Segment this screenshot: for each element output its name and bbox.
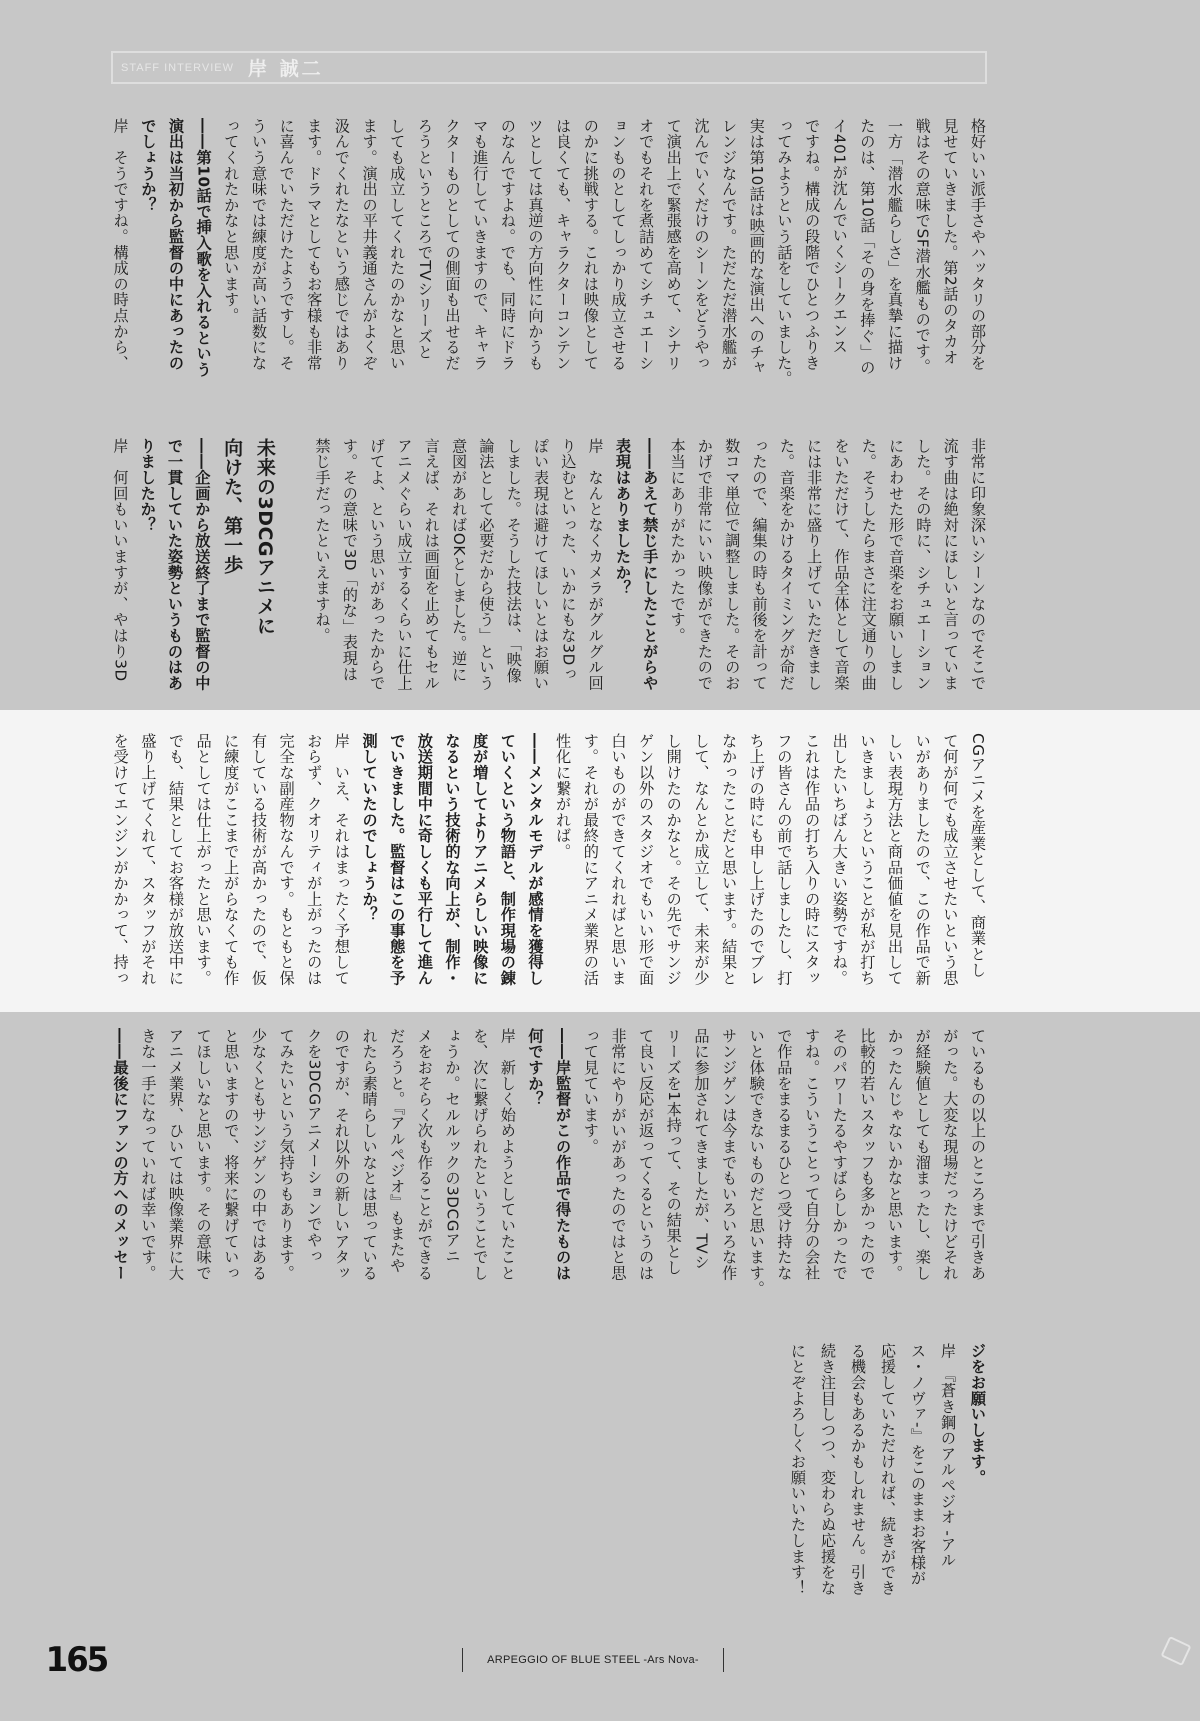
interviewer-question: ジをお願いします。 <box>969 1343 987 1486</box>
text-column: フの皆さんの前で話しましたし、打 <box>775 733 794 986</box>
answer-start: 岸 新しく始めようとしていたこと <box>498 1028 517 1281</box>
interviewer-question: 演出は当初から監督の中にあったの <box>166 118 185 371</box>
text-column: しい表現方法と商品価値を見出して <box>886 733 905 986</box>
text-column: 白いものができてくれればと思いま <box>609 733 628 986</box>
text-column: した。その時に、シチュエーション <box>914 438 933 691</box>
text-column: しました。そうした技法は、「映像 <box>504 438 523 684</box>
text-column: ち上げの時にも申し上げたのでブレ <box>747 733 766 986</box>
text-column: ってくれたかなと思います。 <box>222 118 241 324</box>
text-column: に喜んでいただけたようですし。そ <box>277 118 296 371</box>
text-column: がった。大変な現場だったけどそれ <box>941 1028 960 1281</box>
interview-header <box>111 51 987 84</box>
text-column: 品としては仕上がったと思います。 <box>194 733 213 986</box>
text-column: に練度がここまで上がらなくても作 <box>222 733 241 986</box>
text-column: 出したいちばん大きい姿勢ですね。 <box>830 733 849 986</box>
text-column: クターものとしての側面も出せるだ <box>443 118 462 371</box>
text-column: イ401が沈んでいくシークエンス <box>830 118 849 355</box>
text-column: すね。こういうことって自分の会社 <box>803 1028 822 1281</box>
text-column: 比較的若いスタッフも多かったので <box>858 1028 877 1281</box>
text-column: 言えば、それは画面を止めてもセル <box>422 438 441 691</box>
text-column: て良い反応が返ってくるというのは <box>637 1028 656 1281</box>
text-column: を、次に繋げられたということでし <box>471 1028 490 1281</box>
text-column: たのは、第10話「その身を捧ぐ」の <box>858 118 877 376</box>
text-row-4 <box>108 1028 993 1297</box>
interviewer-question: でいきました。監督はこの事態を予 <box>388 733 407 986</box>
text-column: なかったことだと思います。結果と <box>720 733 739 986</box>
text-row-1 <box>108 118 993 387</box>
text-column: 盛り上げてくれて、スタッフがそれ <box>139 733 158 986</box>
text-column: 禁じ手だったといえますね。 <box>313 438 332 644</box>
text-column: でも、結果としてお客様が放送中に <box>166 733 185 986</box>
text-column: そのパワーたるやすばらしかったで <box>830 1028 849 1281</box>
text-column: 数コマ単位で調整しました。そのお <box>723 438 742 691</box>
text-column: クを3DCGアニメーションでやっ <box>305 1028 324 1264</box>
section-heading: 向けた、第一歩 <box>221 438 244 575</box>
text-column: 品に参加されてきましたが、TVシ <box>692 1028 711 1271</box>
text-column: リーズを1本持って、その結果とし <box>664 1028 683 1276</box>
text-column: って見ています。 <box>581 1028 600 1155</box>
text-column: のですが、それ以外の新しいアタッ <box>332 1028 351 1281</box>
text-column: 戦はその意味でSF潜水艦ものです。 <box>913 118 932 375</box>
text-column: ういう意味では練度が高い話数にな <box>249 118 268 371</box>
text-column: 性化に繋がれば。 <box>554 733 573 860</box>
text-row-5 <box>108 1343 993 1596</box>
text-column: で作品をまるまるひとつ受け持たな <box>775 1028 794 1281</box>
text-column: アニメぐらい成立するくらいに仕上 <box>395 438 414 691</box>
text-column: ツとしては真逆の方向性に向かうも <box>526 118 545 371</box>
text-column: 汲んでくれたなという感じではあり <box>332 118 351 371</box>
interviewer-question: 何ですか？ <box>526 1028 545 1107</box>
interviewer-question: ――最後にファンの方へのメッセー <box>111 1028 130 1281</box>
text-column: を受けてエンジンがかかって、持っ <box>111 733 130 986</box>
publisher-logo-icon <box>1160 1636 1191 1666</box>
interviewer-question: 度が増してよりアニメらしい映像に <box>471 733 490 986</box>
interviewer-question: なるという技術的な向上が、制作・ <box>443 733 462 986</box>
publication-title: ARPEGGIO OF BLUE STEEL -Ars Nova- <box>487 1654 699 1666</box>
text-row-2 <box>108 438 993 691</box>
text-column: と思いますので、将来に繋げていっ <box>222 1028 241 1281</box>
text-column: 沈んでいくだけのシーンをどうやっ <box>692 118 711 371</box>
text-column: す。その意味で3D「的な」表現は <box>340 438 359 682</box>
interviewer-question: 測していたのでしょうか？ <box>360 733 379 923</box>
text-column: ろうというところでTVシリーズと <box>415 118 434 361</box>
text-column: CGアニメを産業として、商業とし <box>969 733 987 978</box>
text-column: 完全な副産物なんです。もともと保 <box>277 733 296 986</box>
text-column: 実は第10話は映画的な演出へのチャ <box>747 118 766 376</box>
text-column: これは作品の打ち入りの時にスタッ <box>803 733 822 986</box>
text-column: をいただけて、作品全体として音楽 <box>832 438 851 691</box>
text-column: ゲン以外のスタジオでもいい形で面 <box>637 733 656 986</box>
header-section-label: STAFF INTERVIEW <box>121 61 234 74</box>
text-column: 有している技術が高かったので、仮 <box>249 733 268 986</box>
running-footer <box>462 1648 724 1672</box>
text-column: ょうか。セルルックの3DCGアニ <box>443 1028 462 1264</box>
text-column: には非常に盛り上げていただきまし <box>805 438 824 691</box>
text-column: し開けたのかなと。その先でサンジ <box>664 733 683 986</box>
text-column: しても成立してくれたのかなと思い <box>388 118 407 371</box>
text-column: て演出上で緊張感を高めて、シナリ <box>664 118 683 371</box>
interviewee-name: 岸 誠二 <box>248 58 324 80</box>
text-column: のかに挑戦する。これは映像として <box>581 118 600 371</box>
text-column: ス・ノヴァ-』をこのままお客様が <box>909 1343 927 1587</box>
text-column: いがありましたので、この作品で新 <box>913 733 932 986</box>
text-column: のなんですよね。でも、同時にドラ <box>498 118 517 371</box>
text-column: り込むといった、いかにもな3Dっ <box>559 438 578 682</box>
text-column: ですね。構成の段階でひとつふりき <box>803 118 822 371</box>
text-row-3 <box>108 733 993 986</box>
interviewer-question: ――第10話で挿入歌を入れるという <box>194 118 213 378</box>
interviewer-question: で一貫していた姿勢というものはあ <box>166 438 184 691</box>
interviewer-question: でしょうか？ <box>139 118 158 213</box>
text-column: おらず、クオリティが上がったのは <box>305 733 324 986</box>
text-column: レンジなんです。ただただ潜水艦が <box>720 118 739 371</box>
interviewer-question: 表現はありましたか？ <box>613 438 632 596</box>
answer-start: 岸 そうですね。構成の時点から、 <box>111 118 130 371</box>
interviewer-question: ――あえて禁じ手にしたことがらや <box>641 438 660 691</box>
text-column: ているもの以上のところまで引きあ <box>969 1028 987 1281</box>
text-column: 非常に印象深いシーンなのでそこで <box>969 438 987 691</box>
text-column: いと体験できないものだと思います。 <box>747 1028 766 1297</box>
text-column: ます。演出の平井義通さんがよくぞ <box>360 118 379 371</box>
text-column: 意図があればOKとしました。逆に <box>450 438 469 683</box>
text-column: た。音楽をかけるタイミングが命だ <box>777 438 796 691</box>
answer-start: 岸 なんとなくカメラがグルグル回 <box>586 438 605 691</box>
text-column: サンジゲンは今までもいろいろな作 <box>720 1028 739 1281</box>
text-column: だろうと。『アルペジオ』もまたや <box>388 1028 407 1274</box>
text-column: げてよ、という思いがあったからで <box>368 438 387 691</box>
text-column: す。それが最終的にアニメ業界の活 <box>581 733 600 986</box>
text-column: 少なくともサンジゲンの中ではある <box>249 1028 268 1281</box>
page-number: 165 <box>45 1640 108 1680</box>
text-column: 応援していただければ、続きができ <box>879 1343 897 1596</box>
text-column: 流す曲は絶対にほしいと言っていま <box>941 438 960 691</box>
text-column: にとぞよろしくお願いいたします！ <box>789 1343 807 1596</box>
interviewer-question: ――岸監督がこの作品で得たものは <box>554 1028 573 1281</box>
interviewer-question: 放送期間中に奇しくも平行して進ん <box>415 733 434 986</box>
text-column: は良くても、キャラクターコンテン <box>554 118 573 371</box>
text-column: して、なんとか成立して、未来が少 <box>692 733 711 986</box>
text-column: ぽい表現は避けてほしいとはお願い <box>532 438 550 691</box>
text-column: マも進行していきますので、キャラ <box>471 118 490 371</box>
text-column: 一方「潜水艦らしさ」を真摯に描け <box>886 118 905 371</box>
text-column: かげで非常にいい映像ができたので <box>695 438 714 691</box>
text-column: る機会もあるかもしれません。引き <box>849 1343 867 1596</box>
text-column: ったので、編集の時も前後を計って <box>750 438 769 691</box>
answer-start: 岸 いえ、それはまったく予想して <box>332 733 351 986</box>
text-column: ョンものとしてしっかり成立させる <box>609 118 628 371</box>
text-column: アニメ業界、ひいては映像業界に大 <box>166 1028 185 1281</box>
text-column: 格好いい派手さやハッタリの部分を <box>969 118 987 371</box>
interviewer-question: ていくという物語と、制作現場の錬 <box>498 733 517 986</box>
text-column: 論法として必要だから使う」という <box>477 438 496 691</box>
interviewer-question: ――メンタルモデルが感情を獲得し <box>526 733 545 986</box>
text-column: ってみようという話をしていました。 <box>775 118 794 387</box>
text-column: かったんじゃないかなと思います。 <box>886 1028 905 1281</box>
text-column: 続き注目しつつ、変わらぬ応援をな <box>819 1343 837 1596</box>
text-column: 非常にやりがいがあったのではと思 <box>609 1028 628 1281</box>
text-column: きな一手になっていれば幸いです。 <box>139 1028 158 1281</box>
text-column: いきましょうということが私が打ち <box>858 733 877 986</box>
text-column: てほしいなと思います。その意味で <box>194 1028 213 1281</box>
text-column: 見せていきました。第2話のタカオ <box>941 118 960 366</box>
text-column: メをおそらく次も作ることができる <box>415 1028 434 1281</box>
interviewer-question: りましたか？ <box>138 438 157 533</box>
text-column: オでもそれを煮詰めてシチュエーシ <box>637 118 656 371</box>
answer-start: 岸 何回もいいますが、やはり3D <box>111 438 130 682</box>
text-column: が経験値としても溜まったし、楽し <box>913 1028 932 1281</box>
text-column: た。そうしたらまさに注文通りの曲 <box>859 438 878 691</box>
section-heading: 未来の3DCGアニメに <box>253 438 276 636</box>
text-column: てみたいという気持ちもあります。 <box>277 1028 296 1281</box>
text-column: 本当にありがたかったです。 <box>668 438 687 644</box>
text-column: ます。ドラマとしてもお客様も非常 <box>305 118 324 371</box>
answer-start: 岸 『蒼き鋼のアルペジオ -アル <box>939 1343 957 1569</box>
text-column: にあわせた形で音楽をお願いしまし <box>887 438 906 691</box>
text-column: て何が何でも成立させたいという思 <box>941 733 960 986</box>
text-column: れたら素晴らしいなとは思っている <box>360 1028 379 1281</box>
interviewer-question: ――企画から放送終了まで監督の中 <box>193 438 212 691</box>
